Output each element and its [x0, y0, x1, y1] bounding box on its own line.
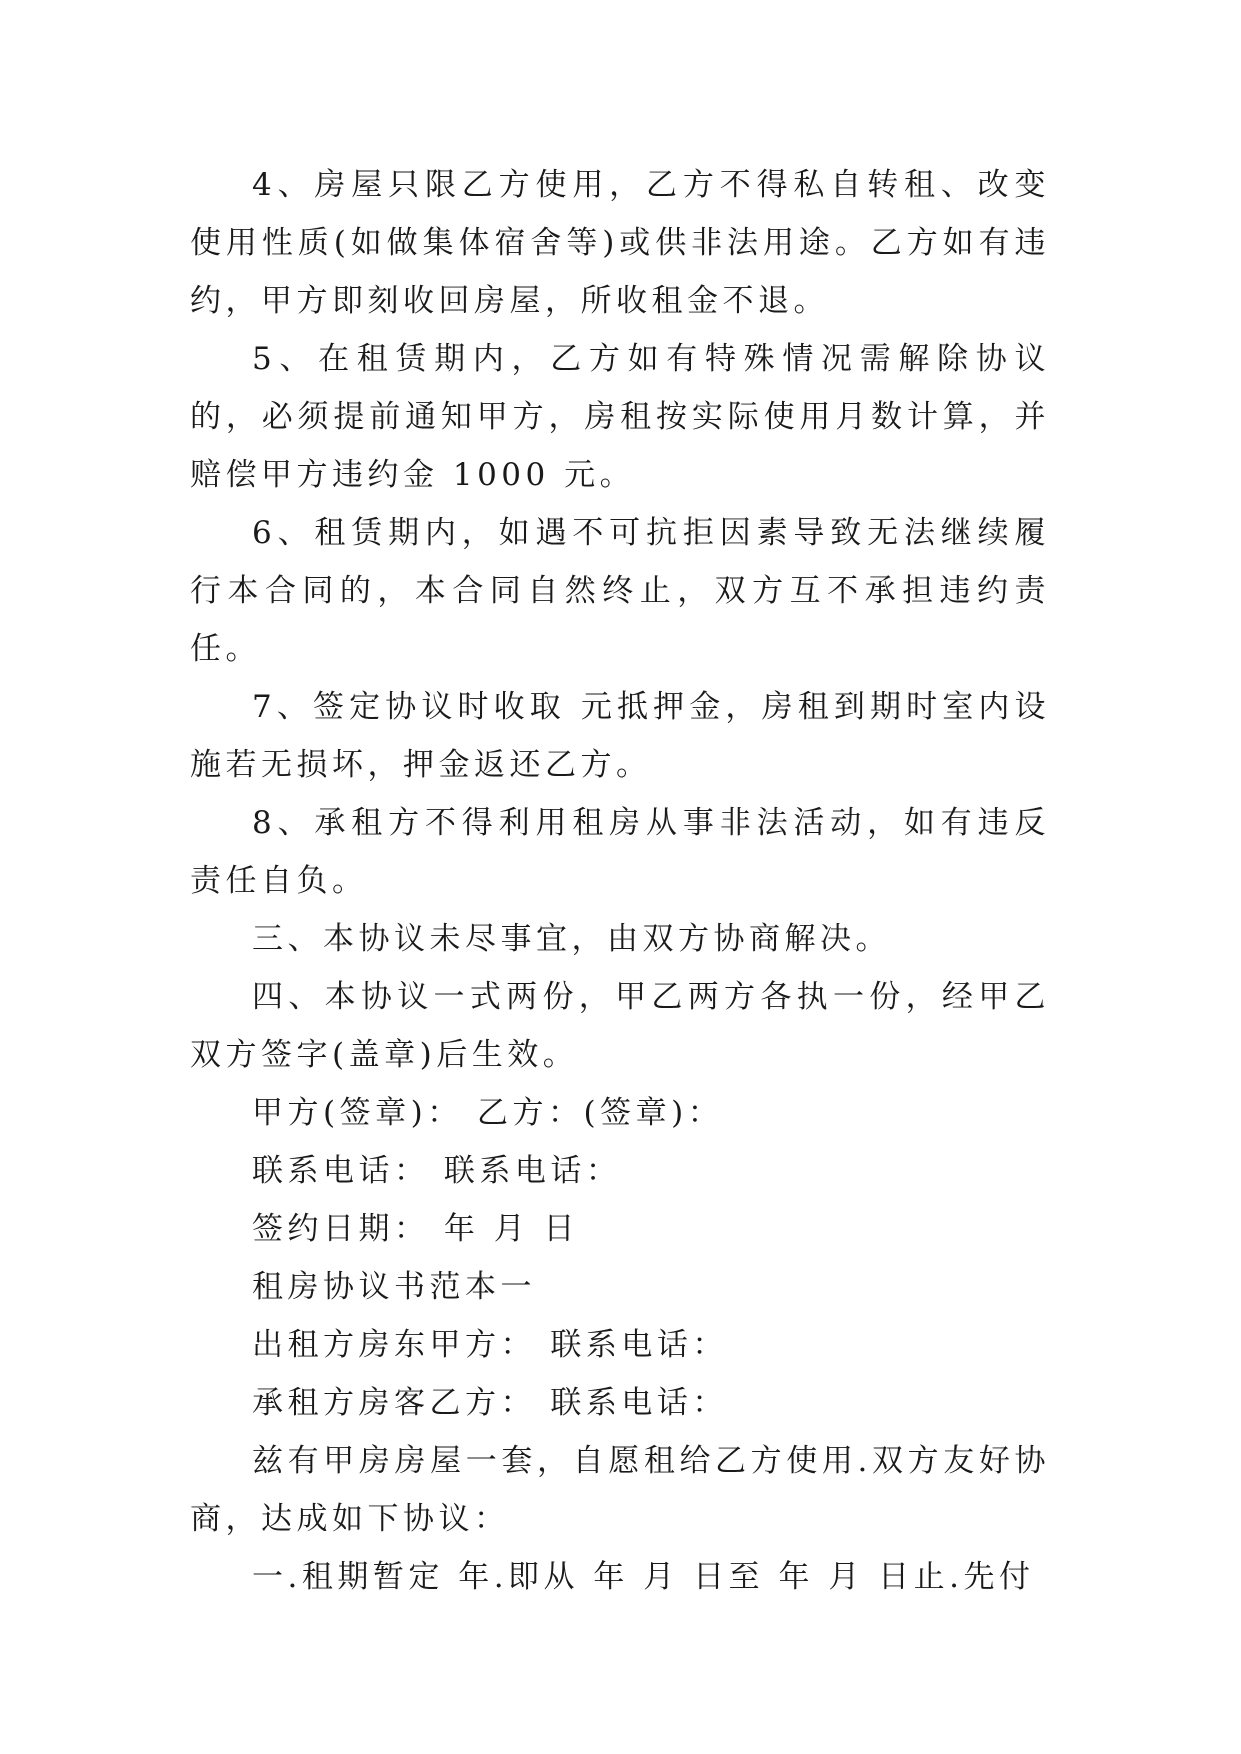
tenant-line: 承租方房客乙方： 联系电话：: [252, 1385, 728, 1421]
document-body: [190, 156, 1050, 1606]
date-line: 签约日期： 年 月 日: [252, 1211, 580, 1247]
intro-paragraph: 兹有甲房房屋一套，自愿租给乙方使用.双方友好协商，达成如下协议：: [190, 1443, 1050, 1537]
clause-4: 4、房屋只限乙方使用，乙方不得私自转租、改变使用性质(如做集体宿舍等)或供非法用途。乙方如有违约，甲方即刻收回房屋，所收租金不退。: [190, 167, 1050, 319]
section-4: 四、本协议一式两份，甲乙两方各执一份，经甲乙双方签字(盖章)后生效。: [190, 979, 1050, 1073]
signature-line: 甲方(签章)： 乙方：(签章)：: [252, 1095, 724, 1131]
clause-6: 6、租赁期内，如遇不可抗拒因素导致无法继续履行本合同的，本合同自然终止，双方互不承担违约责任。: [190, 515, 1050, 667]
template-title: 租房协议书范本一: [252, 1269, 536, 1305]
clause-5: 5、在租赁期内，乙方如有特殊情况需解除协议的，必须提前通知甲方，房租按实际使用月数计算，并赔偿甲方违约金 1000 元。: [190, 341, 1050, 493]
section-3: 三、本协议未尽事宜，由双方协商解决。: [252, 921, 891, 957]
term-clause: 一.租期暂定 年.即从 年 月 日至 年 月 日止.先付: [252, 1559, 1035, 1595]
clause-8: 8、承租方不得利用租房从事非法活动，如有违反责任自负。: [190, 805, 1050, 899]
clause-7: 7、签定协议时收取 元抵押金，房租到期时室内设施若无损坏，押金返还乙方。: [190, 689, 1050, 783]
phone-line: 联系电话： 联系电话：: [252, 1153, 622, 1189]
landlord-line: 出租方房东甲方： 联系电话：: [252, 1327, 728, 1363]
